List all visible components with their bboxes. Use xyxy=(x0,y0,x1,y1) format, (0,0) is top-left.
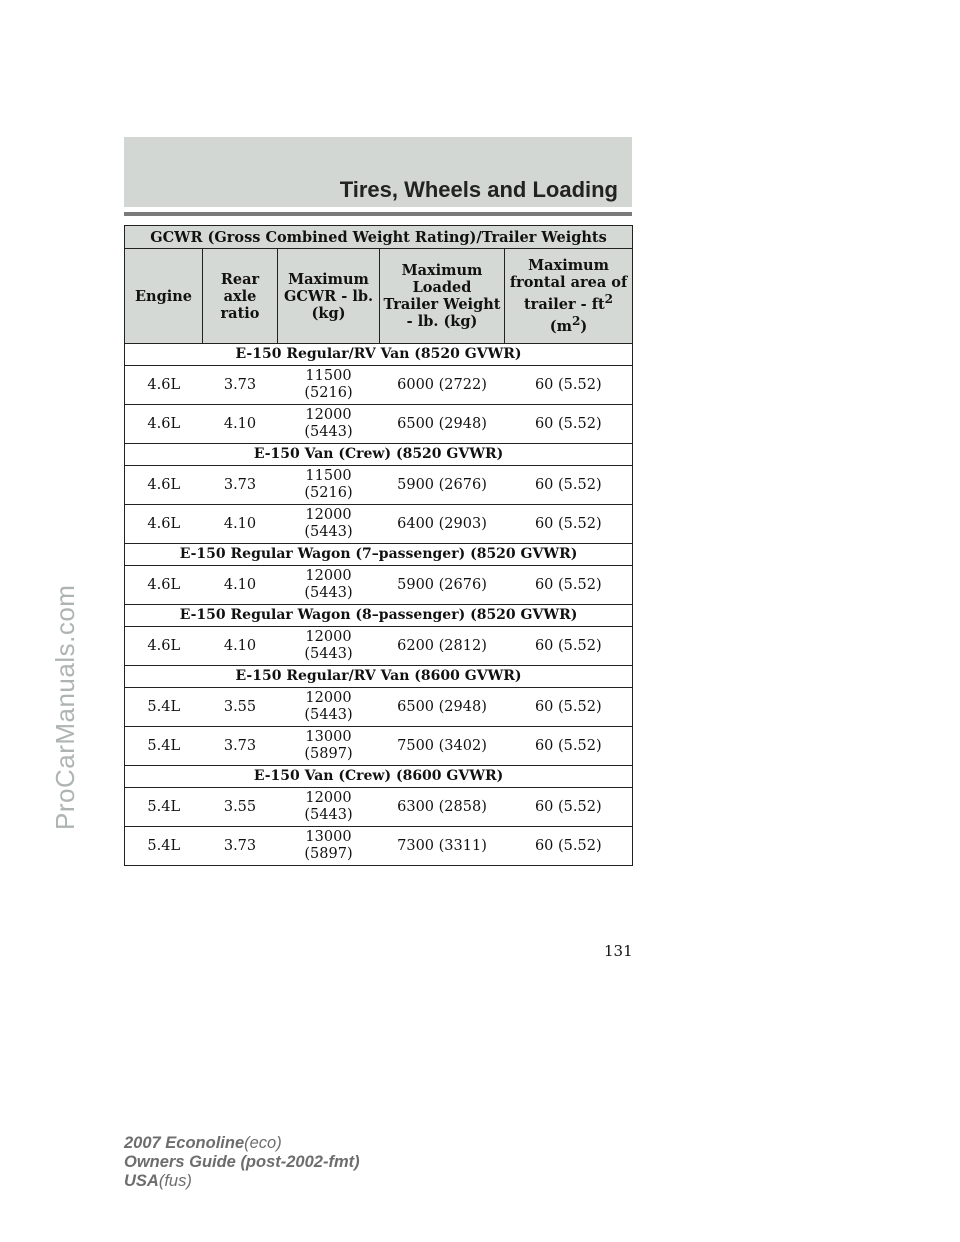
cell-axle: 3.73 xyxy=(203,727,278,766)
cell-frontal: 60 (5.52) xyxy=(505,566,633,605)
section-title: E-150 Van (Crew) (8520 GVWR) xyxy=(125,444,633,466)
table-row xyxy=(125,627,633,666)
cell-engine: 5.4L xyxy=(125,827,203,866)
cell-axle: 3.73 xyxy=(203,366,278,405)
footer-model: 2007 Econoline xyxy=(124,1134,245,1152)
watermark: ProCarManuals.com xyxy=(50,584,80,830)
column-header-engine: Engine xyxy=(125,249,203,344)
frontal-header-unit-close: ) xyxy=(580,317,588,335)
footer-line-model xyxy=(124,1134,360,1153)
cell-gcwr: 12000 (5443) xyxy=(278,566,380,605)
section-title: E-150 Regular Wagon (7–passenger) (8520 GVWR) xyxy=(125,544,633,566)
header-rule xyxy=(124,212,632,216)
section-header-row xyxy=(125,544,633,566)
gcwr-table-container xyxy=(124,225,632,866)
section-header-row xyxy=(125,766,633,788)
cell-frontal: 60 (5.52) xyxy=(505,366,633,405)
cell-engine: 4.6L xyxy=(125,405,203,444)
footer-market-code: (fus) xyxy=(158,1172,192,1190)
table-title: GCWR (Gross Combined Weight Rating)/Trailer Weights xyxy=(125,226,633,249)
footer-line-guide xyxy=(124,1153,360,1172)
cell-axle: 3.73 xyxy=(203,466,278,505)
cell-axle: 3.55 xyxy=(203,788,278,827)
table-row xyxy=(125,366,633,405)
table-row xyxy=(125,566,633,605)
column-header-max-frontal-area xyxy=(505,249,633,344)
cell-engine: 4.6L xyxy=(125,566,203,605)
cell-frontal: 60 (5.52) xyxy=(505,466,633,505)
cell-engine: 4.6L xyxy=(125,366,203,405)
cell-trailer: 5900 (2676) xyxy=(380,466,505,505)
table-row xyxy=(125,466,633,505)
page-number: 131 xyxy=(604,942,633,960)
cell-trailer: 6300 (2858) xyxy=(380,788,505,827)
section-title: E-150 Van (Crew) (8600 GVWR) xyxy=(125,766,633,788)
cell-frontal: 60 (5.52) xyxy=(505,727,633,766)
cell-axle: 4.10 xyxy=(203,566,278,605)
cell-gcwr: 11500 (5216) xyxy=(278,466,380,505)
section-header-row xyxy=(125,605,633,627)
section-header-row xyxy=(125,666,633,688)
cell-gcwr: 12000 (5443) xyxy=(278,505,380,544)
footer-line-market xyxy=(124,1172,360,1191)
cell-gcwr: 12000 (5443) xyxy=(278,627,380,666)
column-header-axle-ratio: Rear axle ratio xyxy=(203,249,278,344)
cell-axle: 3.55 xyxy=(203,688,278,727)
footer-market: USA xyxy=(124,1172,159,1190)
table-row xyxy=(125,788,633,827)
cell-axle: 4.10 xyxy=(203,505,278,544)
column-header-max-trailer-weight: Maximum Loaded Trailer Weight - lb. (kg) xyxy=(380,249,505,344)
section-header-row xyxy=(125,344,633,366)
cell-engine: 5.4L xyxy=(125,727,203,766)
cell-axle: 4.10 xyxy=(203,405,278,444)
cell-engine: 5.4L xyxy=(125,688,203,727)
cell-gcwr: 12000 (5443) xyxy=(278,788,380,827)
cell-trailer: 7300 (3311) xyxy=(380,827,505,866)
cell-axle: 4.10 xyxy=(203,627,278,666)
table-row xyxy=(125,827,633,866)
cell-trailer: 6400 (2903) xyxy=(380,505,505,544)
cell-gcwr: 12000 (5443) xyxy=(278,688,380,727)
cell-trailer: 7500 (3402) xyxy=(380,727,505,766)
cell-engine: 5.4L xyxy=(125,788,203,827)
cell-frontal: 60 (5.52) xyxy=(505,405,633,444)
section-header-row xyxy=(125,444,633,466)
cell-engine: 4.6L xyxy=(125,505,203,544)
cell-engine: 4.6L xyxy=(125,466,203,505)
section-title: E-150 Regular/RV Van (8600 GVWR) xyxy=(125,666,633,688)
cell-engine: 4.6L xyxy=(125,627,203,666)
cell-trailer: 6500 (2948) xyxy=(380,405,505,444)
table-row xyxy=(125,727,633,766)
footer-guide: Owners Guide (post-2002-fmt) xyxy=(124,1153,360,1171)
cell-gcwr: 12000 (5443) xyxy=(278,405,380,444)
cell-trailer: 6500 (2948) xyxy=(380,688,505,727)
document-footer xyxy=(124,1134,360,1191)
cell-trailer: 5900 (2676) xyxy=(380,566,505,605)
cell-gcwr: 13000 (5897) xyxy=(278,827,380,866)
gcwr-table xyxy=(124,225,633,866)
cell-trailer: 6200 (2812) xyxy=(380,627,505,666)
cell-frontal: 60 (5.52) xyxy=(505,788,633,827)
frontal-header-unit-open: (m xyxy=(549,317,572,335)
table-body xyxy=(125,344,633,866)
table-row xyxy=(125,505,633,544)
cell-frontal: 60 (5.52) xyxy=(505,505,633,544)
cell-gcwr: 13000 (5897) xyxy=(278,727,380,766)
section-title: E-150 Regular Wagon (8–passenger) (8520 GVWR) xyxy=(125,605,633,627)
frontal-header-sup-ft: 2 xyxy=(604,292,614,307)
section-title: E-150 Regular/RV Van (8520 GVWR) xyxy=(125,344,633,366)
cell-frontal: 60 (5.52) xyxy=(505,627,633,666)
header-band xyxy=(124,137,632,207)
column-header-max-gcwr: Maximum GCWR - lb. (kg) xyxy=(278,249,380,344)
frontal-header-sup-m: 2 xyxy=(571,314,581,328)
frontal-header-text: Maximum frontal area of trailer - ft xyxy=(509,257,628,313)
footer-model-code: (eco) xyxy=(244,1134,282,1152)
cell-axle: 3.73 xyxy=(203,827,278,866)
cell-frontal: 60 (5.52) xyxy=(505,688,633,727)
table-row xyxy=(125,405,633,444)
table-row xyxy=(125,688,633,727)
section-title: Tires, Wheels and Loading xyxy=(339,177,618,202)
cell-trailer: 6000 (2722) xyxy=(380,366,505,405)
cell-gcwr: 11500 (5216) xyxy=(278,366,380,405)
cell-frontal: 60 (5.52) xyxy=(505,827,633,866)
